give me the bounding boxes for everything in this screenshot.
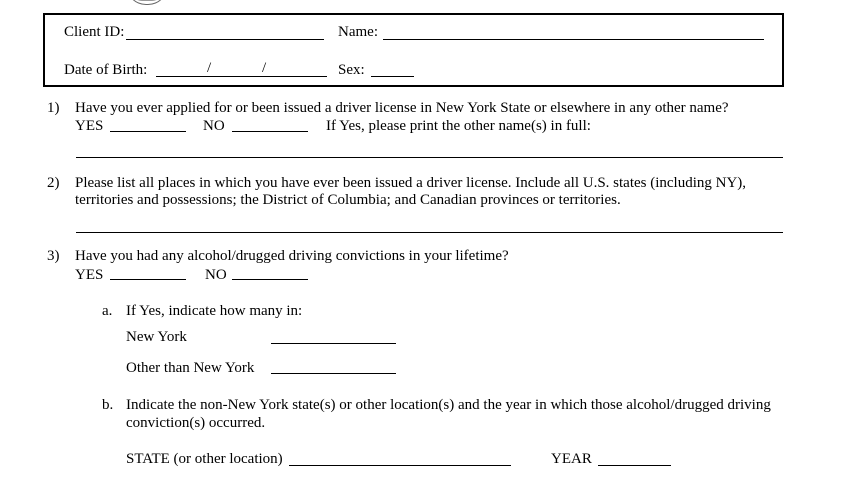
q3a-text: If Yes, indicate how many in: (126, 303, 303, 319)
q1-no-label: NO (203, 118, 225, 134)
state-seal-logo (126, 0, 168, 5)
q3-yes-label: YES (75, 267, 104, 283)
q3b-marker: b. (102, 397, 114, 413)
q1-if-yes-text: If Yes, please print the other name(s) in full: (326, 118, 591, 134)
client-id-label: Client ID: (64, 24, 125, 40)
name-label: Name: (338, 24, 378, 40)
question-2-text-line1: Please list all places in which you have ever been issued a driver license. Include all U.S. states (including NY), (75, 175, 747, 191)
new-york-count-field[interactable] (271, 343, 396, 344)
dob-slash: / (207, 60, 212, 76)
q2-places-field[interactable] (76, 232, 783, 233)
date-of-birth-field[interactable] (156, 76, 327, 77)
new-york-label: New York (126, 329, 187, 345)
question-2-number: 2) (47, 175, 60, 191)
sex-field[interactable] (371, 76, 414, 77)
question-3-text: Have you had any alcohol/drugged driving convictions in your lifetime? (75, 248, 509, 264)
q3-no-label: NO (205, 267, 227, 283)
q3-yes-field[interactable] (110, 279, 186, 280)
q1-no-field[interactable] (232, 131, 308, 132)
year-label: YEAR (551, 451, 592, 467)
q1-other-names-field[interactable] (76, 157, 783, 158)
name-field[interactable] (383, 39, 764, 40)
q3b-text-line2: conviction(s) occurred. (126, 415, 266, 431)
q3b-text-line1: Indicate the non-New York state(s) or other location(s) and the year in which those alcohol/drugged driving (126, 397, 771, 413)
q1-yes-label: YES (75, 118, 104, 134)
dob-slash: / (262, 60, 267, 76)
other-than-ny-label: Other than New York (126, 360, 255, 376)
year-field[interactable] (598, 465, 671, 466)
q3a-marker: a. (102, 303, 113, 319)
question-1-text: Have you ever applied for or been issued a driver license in New York State or elsewhere in any other name? (75, 100, 729, 116)
q1-yes-field[interactable] (110, 131, 186, 132)
q3-no-field[interactable] (232, 279, 308, 280)
dob-label: Date of Birth: (64, 62, 148, 78)
other-than-ny-count-field[interactable] (271, 373, 396, 374)
state-field[interactable] (289, 465, 511, 466)
question-2-text-line2: territories and possessions; the District of Columbia; and Canadian provinces or territories. (75, 192, 621, 208)
question-3-number: 3) (47, 248, 60, 264)
sex-label: Sex: (338, 62, 365, 78)
state-label: STATE (or other location) (126, 451, 283, 467)
client-id-field[interactable] (126, 39, 324, 40)
question-1-number: 1) (47, 100, 60, 116)
